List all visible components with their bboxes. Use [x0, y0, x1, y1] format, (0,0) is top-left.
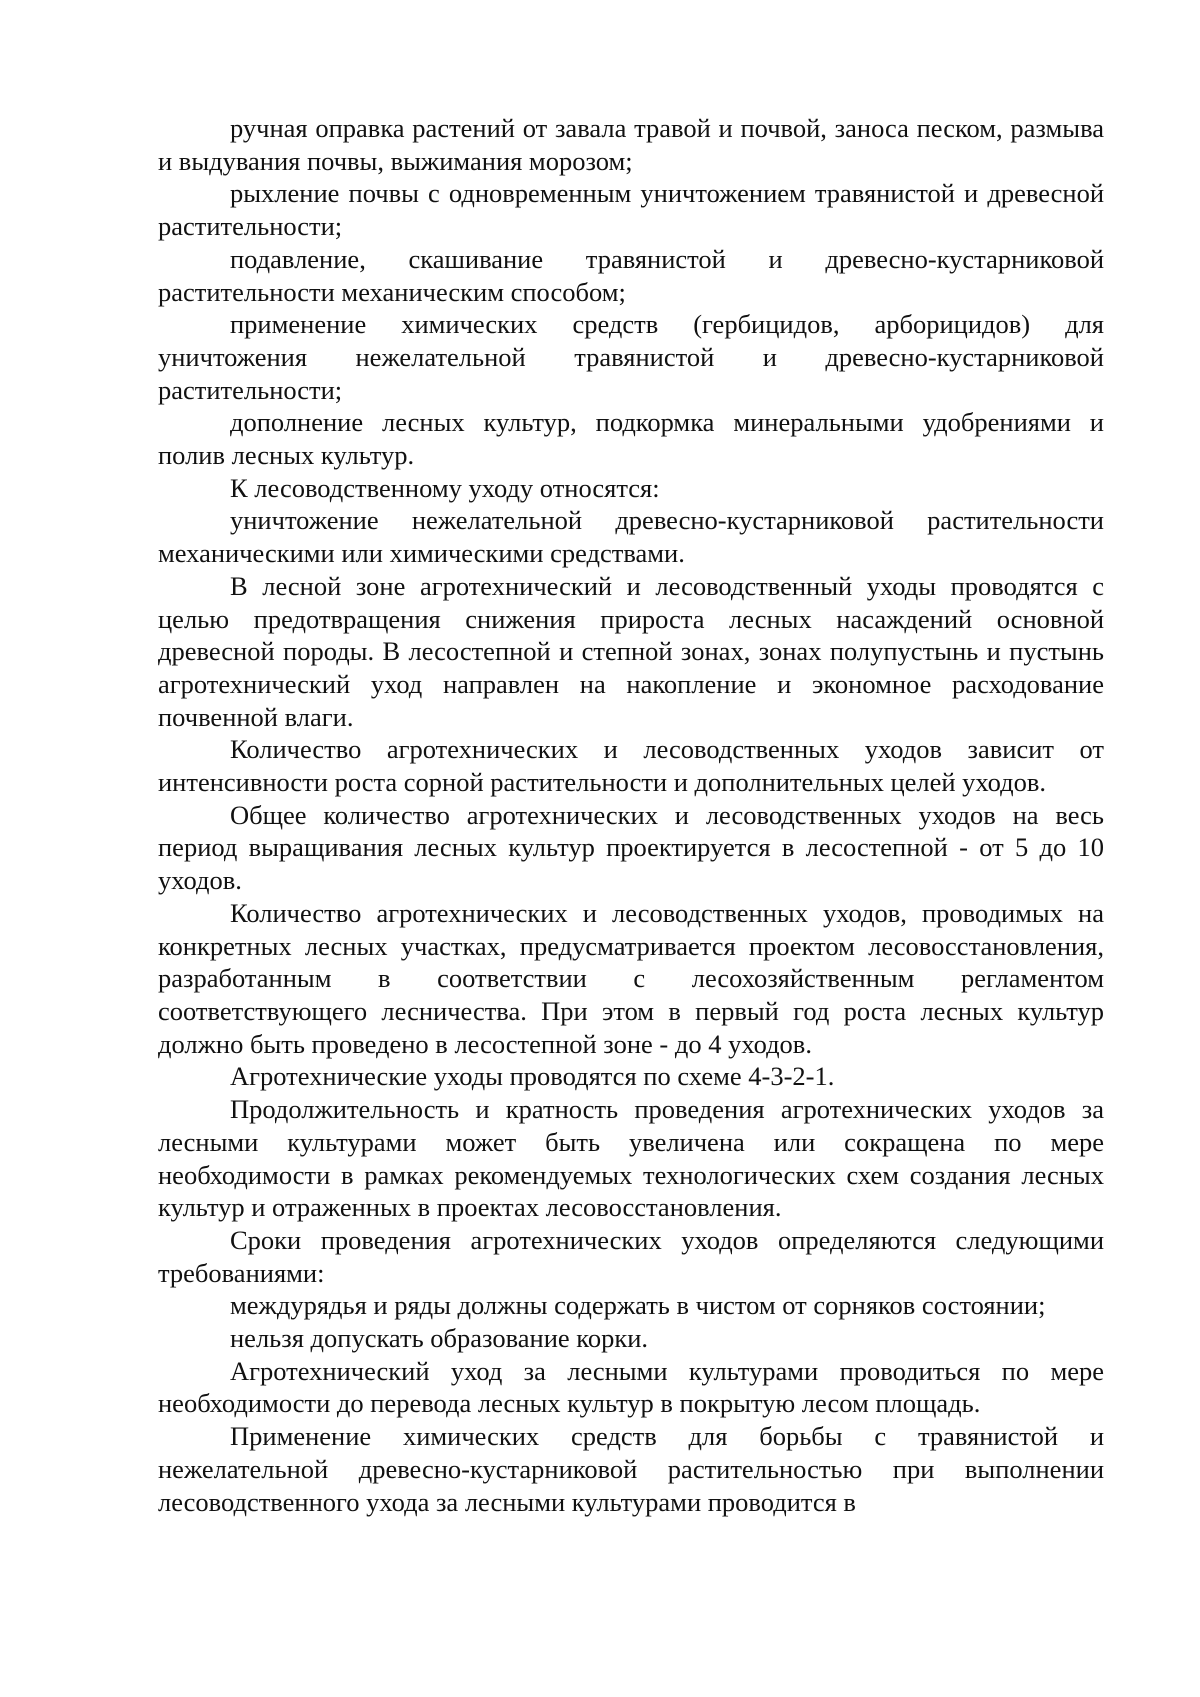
paragraph-specific-plots: Количество агротехнических и лесоводственных уходов, проводимых на конкретных лесных участках, предусматривается проектом лесовосстановления, разработанным в соответствии с лесохозяйственным регламентом соответствующего лесничества. При этом в первый год роста лесных культур должно быть проведено в лесостепной зоне - до 4 уходов. — [158, 897, 1104, 1059]
paragraph-forest-zone: В лесной зоне агротехнический и лесоводственный уходы проводятся с целью предотвращения снижения прироста лесных насаждений основной древесной породы. В лесостепной и степной зонах, зонах полупустынь и пустынь агротехнический уход направлен на накопление и экономное расходование почвенной влаги. — [158, 570, 1104, 732]
paragraph-total-count: Общее количество агротехнических и лесоводственных уходов на весь период выращивания лесных культур проектируется в лесостепной - от 5 до 10 уходов. — [158, 799, 1104, 896]
paragraph-timing-requirements: Сроки проведения агротехнических уходов определяются следующими требованиями: — [158, 1224, 1104, 1288]
paragraph-chemical-means: применение химических средств (гербицидов, арборицидов) для уничтожения нежелательной травянистой и древесно-кустарниковой растительности; — [158, 309, 1104, 405]
paragraph-soil-loosening: рыхление почвы с одновременным уничтожением травянистой и древесной растительности; — [158, 178, 1104, 242]
paragraph-supplement-feeding: дополнение лесных культур, подкормка минеральными удобрениями и полив лесных культур. — [158, 407, 1104, 471]
paragraph-shrub-destruction: уничтожение нежелательной древесно-кустарниковой растительности механическими или химическими средствами. — [158, 505, 1104, 569]
paragraph-care-count: Количество агротехнических и лесоводственных уходов зависит от интенсивности роста сорной растительности и дополнительных целей уходов. — [158, 734, 1104, 798]
paragraph-scheme: Агротехнические уходы проводятся по схеме 4-3-2-1. — [230, 1061, 835, 1092]
paragraph-duration: Продолжительность и кратность проведения агротехнических уходов за лесными культурами может быть увеличена или сокращена по мере необходимости в рамках рекомендуемых технологических схем создания лесных культур и отраженных в проектах лесовосстановления. — [158, 1094, 1104, 1223]
paragraph-no-crust: нельзя допускать образование корки. — [230, 1323, 648, 1354]
paragraph-silvicultural-care-heading: К лесоводственному уходу относятся: — [230, 472, 660, 503]
paragraph-rows-clean: междурядья и ряды должны содержать в чистом от сорняков состоянии; — [230, 1290, 1046, 1321]
paragraph-manual-plant-straightening: ручная оправка растений от завала травой и почвой, заноса песком, размыва и выдувания почвы, выжимания морозом; — [158, 113, 1104, 176]
paragraph-chemical-application: Применение химических средств для борьбы с травянистой и нежелательной древесно-кустарниковой растительностью при выполнении лесоводственного ухода за лесными культурами проводится в — [158, 1421, 1104, 1517]
paragraph-care-until-transfer: Агротехнический уход за лесными культурами проводиться по мере необходимости до перевода лесных культур в покрытую лесом площадь. — [158, 1355, 1104, 1419]
document-page — [158, 112, 1104, 1518]
paragraph-mowing: подавление, скашивание травянистой и древесно-кустарниковой растительности механическим способом; — [158, 243, 1104, 307]
